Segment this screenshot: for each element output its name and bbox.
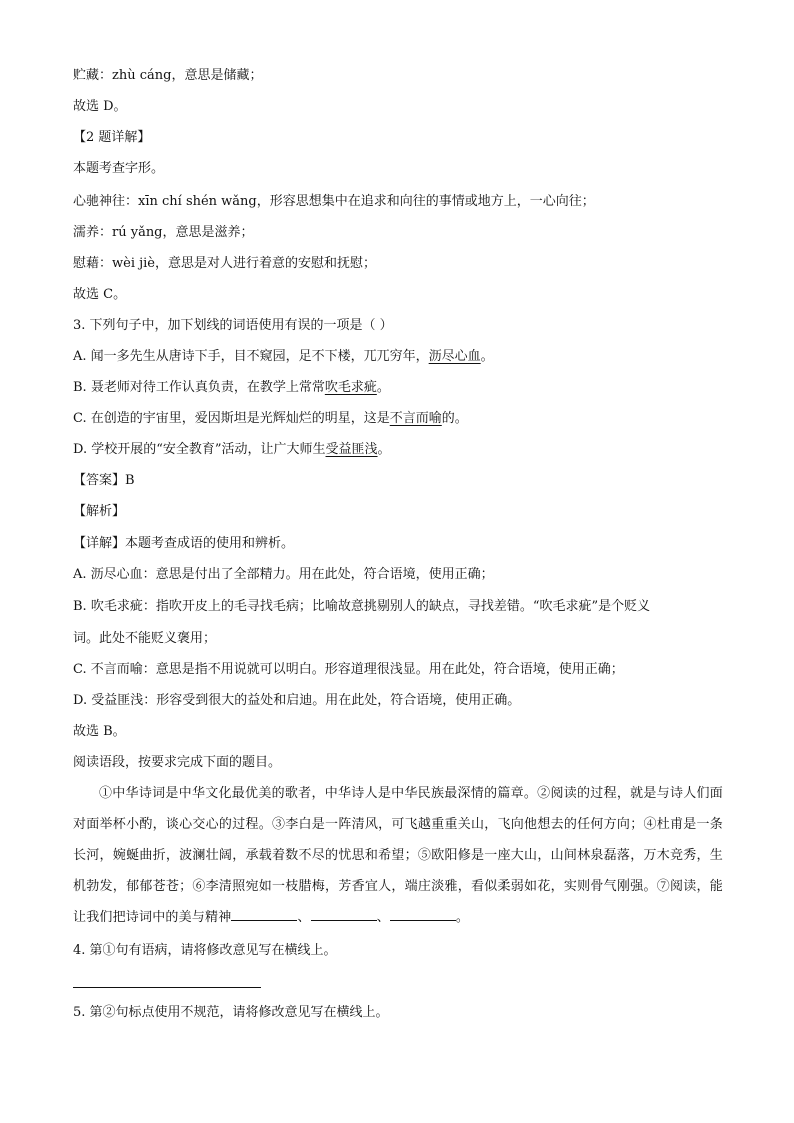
passage-separator: 、 xyxy=(297,910,311,925)
explanation-d: D. 受益匪浅：形容受到很大的益处和启迪。用在此处，符合语境，使用正确。 xyxy=(73,693,521,708)
option-a-end: 。 xyxy=(480,349,494,364)
option-a-text: A. 闻一多先生从唐诗下手，目不窥园，足不下楼，兀兀穷年， xyxy=(73,349,429,364)
text-line: 贮藏：zhù cáng，意思是储藏； xyxy=(73,68,263,83)
option-a-underlined: 沥尽心血 xyxy=(428,349,481,364)
option-b-end: 。 xyxy=(376,380,390,395)
option-b-underlined: 吹毛求疵 xyxy=(324,380,377,395)
reading-passage xyxy=(73,778,723,933)
passage-text: ①中华诗词是中华文化最优美的歌者，中华诗人是中华民族最深情的篇章。②阅读的过程，就是与诗人们面对面举杯小酌，谈心交心的过程。③李白是一阵清风，可飞越重重关山，飞向他想去的任何方向；④杜甫是一条长河，婉蜒曲折，波澜壮阔，承载着数不尽的忧思和希望；⑤欧阳修是一座大山，山间林泉磊落，万木竞秀，生机勃发，郁郁苍苍；⑥李清照宛如一枝腊梅，芳香宜人，端庄淡雅，看似柔弱如花，实则骨气刚强。⑦阅读，能让我们把诗词中的美与精神 xyxy=(73,786,723,925)
answer-line[interactable] xyxy=(73,987,261,988)
answer-blank-2[interactable] xyxy=(311,908,377,921)
question-4: 4. 第①句有语病，请将修改意见写在横线上。 xyxy=(73,943,337,958)
text-line: 慰藉：wèi jiè，意思是对人进行着意的安慰和抚慰； xyxy=(73,256,376,271)
option-d-underlined: 受益匪浅 xyxy=(325,442,378,457)
text-line: 濡养：rú yǎng，意思是滋养； xyxy=(73,225,254,240)
answer-blank-3[interactable] xyxy=(390,908,456,921)
option-d xyxy=(73,441,391,459)
option-b-text: B. 聂老师对待工作认真负责，在教学上常常 xyxy=(73,380,325,395)
option-c-text: C. 在创造的宇宙里，爱因斯坦是光辉灿烂的明星，这是 xyxy=(73,411,390,426)
option-d-end: 。 xyxy=(377,442,391,457)
text-line: 故选 C。 xyxy=(73,287,127,302)
option-c xyxy=(73,410,468,428)
text-line: 故选 B。 xyxy=(73,724,126,739)
option-c-underlined: 不言而喻 xyxy=(389,411,442,426)
question-5: 5. 第②句标点使用不规范，请将修改意见写在横线上。 xyxy=(73,1005,389,1020)
text-line: 心驰神往：xīn chí shén wǎng，形容思想集中在追求和向往的事情或地方上，一心向往； xyxy=(73,194,595,209)
explanation-a: A. 沥尽心血：意思是付出了全部精力。用在此处，符合语境，使用正确； xyxy=(73,567,494,582)
option-b xyxy=(73,379,390,397)
explanation-b: B. 吹毛求疵：指吹开皮上的毛寻找毛病；比喻故意挑剔别人的缺点，寻找差错。“吹毛求疵”是个贬义 xyxy=(73,599,651,614)
section-heading: 【2 题详解】 xyxy=(73,130,151,145)
answer-blank-1[interactable] xyxy=(231,908,297,921)
detail-explanation: 【详解】本题考查成语的使用和辨析。 xyxy=(73,536,295,551)
explanation-c: C. 不言而喻：意思是指不用说就可以明白。形容道理很浅显。用在此处，符合语境，使用正确； xyxy=(73,662,624,677)
passage-separator: 、 xyxy=(376,910,390,925)
option-c-end: 的。 xyxy=(441,411,468,426)
answer-value: B xyxy=(125,473,135,488)
answer-label: 【答案】 xyxy=(73,473,126,488)
reading-intro: 阅读语段，按要求完成下面的题目。 xyxy=(73,755,282,770)
explanation-b-cont: 词。此处不能贬义褒用； xyxy=(73,631,217,646)
option-d-text: D. 学校开展的“安全教育”活动，让广大师生 xyxy=(73,442,326,457)
question-3: 3. 下列句子中，加下划线的词语使用有误的一项是（ ） xyxy=(73,318,393,333)
passage-end: 。 xyxy=(455,910,470,925)
analysis-heading: 【解析】 xyxy=(73,504,126,519)
option-a xyxy=(73,348,494,366)
text-line: 故选 D。 xyxy=(73,99,127,114)
answer xyxy=(73,472,135,490)
text-line: 本题考查字形。 xyxy=(73,161,165,176)
